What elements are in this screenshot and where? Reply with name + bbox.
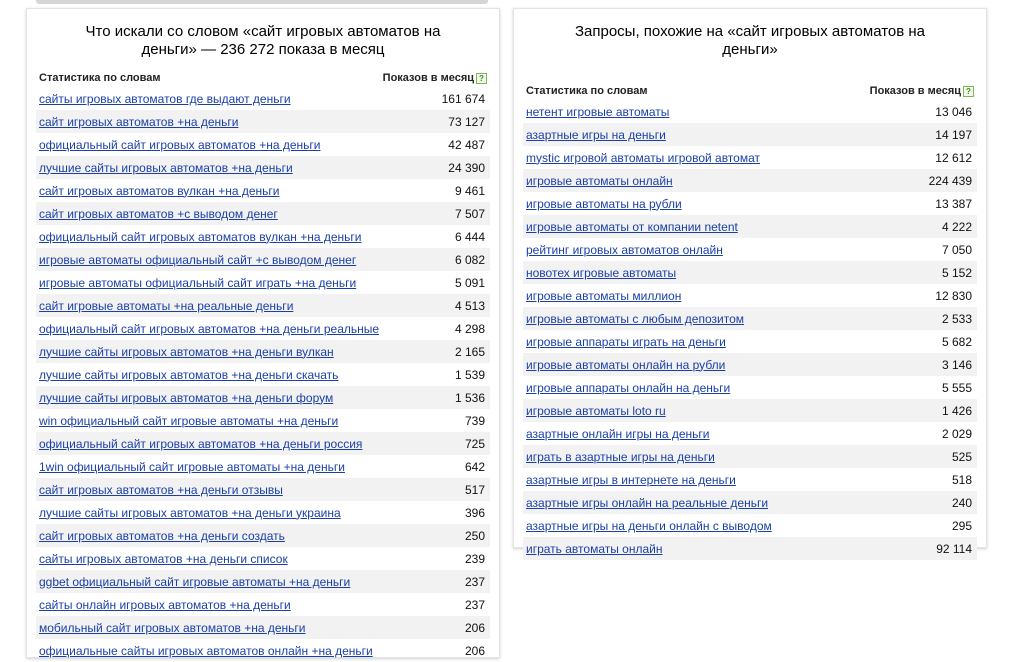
impressions-count: 739 — [464, 413, 485, 428]
help-icon[interactable]: ? — [963, 86, 974, 97]
impressions-count: 5 682 — [941, 334, 972, 349]
table-row — [36, 179, 490, 202]
impressions-count: 206 — [464, 620, 485, 635]
table-row — [523, 100, 977, 123]
left-col-count-header — [383, 72, 487, 84]
impressions-count: 1 426 — [941, 403, 972, 418]
query-link[interactable]: 1win официальный сайт игровые автоматы +на деньги — [39, 459, 345, 474]
query-link[interactable]: сайт игровых автоматов +на деньги отзывы — [39, 482, 283, 497]
impressions-count: 2 533 — [941, 311, 972, 326]
impressions-count: 13 046 — [935, 104, 972, 119]
table-row — [36, 524, 490, 547]
right-col-count-label: Показов в месяц — [869, 85, 961, 97]
table-row — [36, 340, 490, 363]
table-row — [523, 491, 977, 514]
impressions-count: 237 — [464, 597, 485, 612]
right-rows-list — [523, 100, 977, 560]
table-row — [36, 202, 490, 225]
table-row — [523, 238, 977, 261]
query-link[interactable]: рейтинг игровых автоматов онлайн — [526, 242, 723, 257]
table-row — [523, 146, 977, 169]
table-row — [36, 271, 490, 294]
table-row — [36, 478, 490, 501]
table-row — [523, 192, 977, 215]
query-link[interactable]: официальный сайт игровых автоматов +на деньги — [39, 137, 321, 152]
impressions-count: 239 — [464, 551, 485, 566]
table-row — [523, 537, 977, 560]
table-row — [36, 317, 490, 340]
right-col-count-header — [870, 85, 974, 97]
table-row — [36, 501, 490, 524]
query-link[interactable]: официальный сайт игровых автоматов +на деньги реальные — [39, 321, 380, 336]
query-link[interactable]: азартные игры онлайн на реальные деньги — [526, 495, 769, 510]
impressions-count: 240 — [951, 495, 972, 510]
query-link[interactable]: лучшие сайты игровых автоматов +на деньги скачать — [39, 367, 339, 382]
right-table-header — [514, 82, 986, 100]
left-col-count-label: Показов в месяц — [382, 72, 474, 84]
impressions-count: 9 461 — [454, 183, 485, 198]
impressions-count: 12 830 — [935, 288, 972, 303]
table-row — [523, 445, 977, 468]
query-link[interactable]: азартные игры на деньги онлайн с выводом — [526, 518, 772, 533]
impressions-count: 642 — [464, 459, 485, 474]
table-row — [523, 330, 977, 353]
query-link[interactable]: сайт игровые автоматы +на реальные деньги — [39, 298, 294, 313]
query-link[interactable]: официальный сайт игровых автоматов +на деньги россия — [39, 436, 363, 451]
impressions-count: 6 444 — [454, 229, 485, 244]
table-row — [36, 363, 490, 386]
scrollbar[interactable] — [36, 0, 488, 4]
query-link[interactable]: сайт игровых автоматов +с выводом денег — [39, 206, 278, 221]
table-row — [36, 570, 490, 593]
query-link[interactable]: лучшие сайты игровых автоматов +на деньги форум — [39, 390, 334, 405]
query-link[interactable]: сайты игровых автоматов +на деньги список — [39, 551, 288, 566]
impressions-count: 161 674 — [441, 91, 485, 106]
impressions-count: 4 298 — [454, 321, 485, 336]
query-link[interactable]: играть в азартные игры на деньги — [526, 449, 715, 464]
impressions-count: 295 — [951, 518, 972, 533]
table-row — [36, 248, 490, 271]
table-row — [523, 215, 977, 238]
query-link[interactable]: сайт игровых автоматов +на деньги создать — [39, 528, 285, 543]
query-link[interactable]: мобильный сайт игровых автоматов +на деньги — [39, 620, 306, 635]
impressions-count: 518 — [951, 472, 972, 487]
table-row — [523, 399, 977, 422]
right-panel-similar-queries — [513, 8, 987, 556]
query-link[interactable]: новотех игровые автоматы — [526, 265, 677, 280]
left-panel-word-statistics — [26, 8, 500, 658]
table-row — [36, 225, 490, 248]
left-panel-title: Что искали со словом «сайт игровых автоматов на деньги» — 236 272 показа в месяц — [85, 23, 441, 58]
table-row — [36, 455, 490, 478]
table-row — [523, 169, 977, 192]
table-row — [523, 468, 977, 491]
query-link[interactable]: лучшие сайты игровых автоматов +на деньги вулкан — [39, 344, 334, 359]
impressions-count: 237 — [464, 574, 485, 589]
query-link[interactable]: лучшие сайты игровых автоматов +на деньги украина — [39, 505, 341, 520]
query-link[interactable]: игровые автоматы официальный сайт играть +на деньги — [39, 275, 357, 290]
table-row — [36, 110, 490, 133]
table-row — [523, 422, 977, 445]
table-row — [36, 593, 490, 616]
table-row — [36, 294, 490, 317]
table-row — [523, 376, 977, 399]
help-icon[interactable]: ? — [476, 73, 487, 84]
query-link[interactable]: сайт игровых автоматов вулкан +на деньги — [39, 183, 280, 198]
impressions-count: 2 165 — [454, 344, 485, 359]
impressions-count: 525 — [951, 449, 972, 464]
query-link[interactable]: сайт игровых автоматов +на деньги — [39, 114, 239, 129]
impressions-count: 3 146 — [941, 357, 972, 372]
table-row — [36, 639, 490, 662]
impressions-count: 4 513 — [454, 298, 485, 313]
query-link[interactable]: игровые автоматы онлайн — [526, 173, 673, 188]
query-link[interactable]: сайты игровых автоматов где выдают деньги — [39, 91, 291, 106]
impressions-count: 250 — [464, 528, 485, 543]
left-table-header — [27, 69, 499, 87]
impressions-count: 92 114 — [936, 541, 972, 556]
impressions-count: 14 197 — [935, 127, 972, 142]
left-rows-list — [36, 87, 490, 662]
table-row — [523, 307, 977, 330]
impressions-count: 12 612 — [935, 150, 972, 165]
query-link[interactable]: игровые аппараты играть на деньги — [526, 334, 726, 349]
table-row — [36, 156, 490, 179]
impressions-count: 7 050 — [941, 242, 972, 257]
table-row — [36, 616, 490, 639]
query-link[interactable]: азартные игры на деньги — [526, 127, 666, 142]
impressions-count: 13 387 — [935, 196, 972, 211]
query-link[interactable]: азартные игры в интернете на деньги — [526, 472, 736, 487]
query-link[interactable]: игровые автоматы официальный сайт +с выводом денег — [39, 252, 357, 267]
table-row — [36, 547, 490, 570]
right-col-phrase-header: Статистика по словам — [526, 85, 648, 97]
table-row — [523, 123, 977, 146]
table-row — [36, 432, 490, 455]
table-row — [36, 133, 490, 156]
query-link[interactable]: игровые автоматы на рубли — [526, 196, 682, 211]
impressions-count: 517 — [464, 482, 485, 497]
query-link[interactable]: ggbet официальный сайт игровые автоматы +на деньги — [39, 574, 351, 589]
impressions-count: 725 — [464, 436, 485, 451]
left-col-phrase-header: Статистика по словам — [39, 72, 161, 84]
impressions-count: 7 507 — [454, 206, 485, 221]
impressions-count: 73 127 — [448, 114, 485, 129]
impressions-count: 4 222 — [941, 219, 972, 234]
table-row — [523, 261, 977, 284]
table-row — [523, 353, 977, 376]
query-link[interactable]: сайты онлайн игровых автоматов +на деньги — [39, 597, 291, 612]
impressions-count: 1 536 — [454, 390, 485, 405]
table-row — [36, 87, 490, 110]
impressions-count: 396 — [464, 505, 485, 520]
impressions-count: 5 091 — [454, 275, 485, 290]
impressions-count: 206 — [464, 643, 485, 658]
table-row — [523, 514, 977, 537]
query-link[interactable]: игровые автоматы онлайн на рубли — [526, 357, 726, 372]
table-row — [523, 284, 977, 307]
query-link[interactable]: игровые аппараты онлайн на деньги — [526, 380, 731, 395]
query-link[interactable]: играть автоматы онлайн — [526, 541, 663, 556]
query-link[interactable]: официальные сайты игровых автоматов онлайн +на деньги — [39, 643, 373, 658]
impressions-count: 6 082 — [454, 252, 485, 267]
right-panel-title: Запросы, похожие на «сайт игровых автоматов на деньги» — [574, 23, 926, 58]
table-row — [36, 386, 490, 409]
query-link[interactable]: нетент игровые автоматы — [526, 104, 670, 119]
impressions-count: 5 555 — [941, 380, 972, 395]
query-link[interactable]: mystic игровой автоматы игровой автомат — [526, 150, 760, 165]
table-row — [36, 409, 490, 432]
impressions-count: 24 390 — [448, 160, 485, 175]
query-link[interactable]: азартные онлайн игры на деньги — [526, 426, 710, 441]
query-link[interactable]: игровые автоматы от компании netent — [526, 219, 738, 234]
impressions-count: 2 029 — [941, 426, 972, 441]
query-link[interactable]: игровые автоматы loto ru — [526, 403, 666, 418]
query-link[interactable]: win официальный сайт игровые автоматы +на деньги — [39, 413, 339, 428]
impressions-count: 224 439 — [928, 173, 972, 188]
impressions-count: 5 152 — [941, 265, 972, 280]
query-link[interactable]: игровые автоматы миллион — [526, 288, 682, 303]
impressions-count: 42 487 — [448, 137, 485, 152]
query-link[interactable]: официальный сайт игровых автоматов вулкан +на деньги — [39, 229, 362, 244]
impressions-count: 1 539 — [454, 367, 485, 382]
query-link[interactable]: игровые автоматы с любым депозитом — [526, 311, 744, 326]
query-link[interactable]: лучшие сайты игровых автоматов +на деньги — [39, 160, 293, 175]
